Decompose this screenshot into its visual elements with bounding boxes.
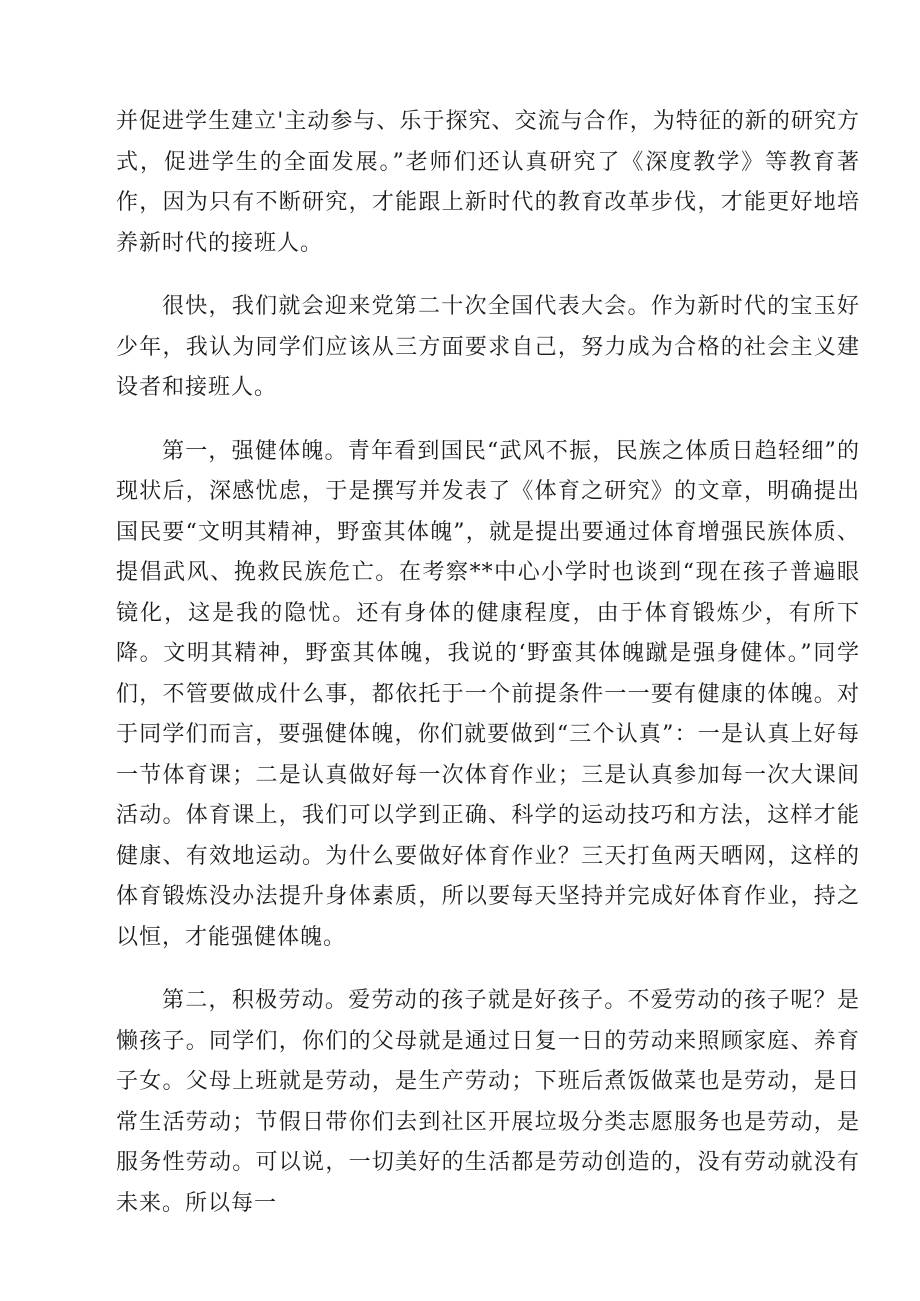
paragraph-4: 第二，积极劳动。爱劳动的孩子就是好孩子。不爱劳动的孩子呢？是懒孩子。同学们，你们的父母就是通过日复一日的劳动来照顾家庭、养育子女。父母上班就是劳动，是生产劳动；下班后煮饭做菜也是劳动，是日常生活劳动；节假日带你们去到社区开展垃圾分类志愿服务也是劳动，是服务性劳动。可以说，一切美好的生活都是劳动创造的，没有劳动就没有未来。所以每一 <box>116 988 860 1216</box>
paragraph-3: 第一，强健体魄。青年看到国民“武风不振，民族之体质日趋轻细”的现状后，深感忧虑，于是撰写并发表了《体育之研究》的文章，明确提出国民要“文明其精神，野蛮其体魄”，就是提出要通过体育增强民族体质、提倡武风、挽救民族危亡。在考察**中心小学时也谈到“现在孩子普遍眼镜化，这是我的隐忧。还有身体的健康程度，由于体育锻炼少，有所下降。文明其精神，野蛮其体魄，我说的‘野蛮其体魄蹴是强身健体。”同学们，不管要做成什么事，都依托于一个前提条件一一要有健康的体魄。对于同学们而言，要强健体魄，你们就要做到“三个认真”：一是认真上好每一节体育课；二是认真做好每一次体育作业；三是认真参加每一次大课间活动。体育课上，我们可以学到正确、科学的运动技巧和方法，这样才能健康、有效地运动。为什么要做好体育作业？三天打鱼两天晒网，这样的体育锻炼没办法提升身体素质，所以要每天坚持并完成好体育作业，持之以恒，才能强健体魄。 <box>116 438 860 950</box>
paragraph-1: 并促进学生建立'主动参与、乐于探究、交流与合作，为特征的新的研究方式，促进学生的全面发展。”老师们还认真研究了《深度教学》等教育著作，因为只有不断研究，才能跟上新时代的教育改革步伐，才能更好地培养新时代的接班人。 <box>116 109 860 256</box>
paragraph-2: 很快，我们就会迎来党第二十次全国代表大会。作为新时代的宝玉好少年，我认为同学们应该从三方面要求自己，努力成为合格的社会主义建设者和接班人。 <box>116 294 860 400</box>
